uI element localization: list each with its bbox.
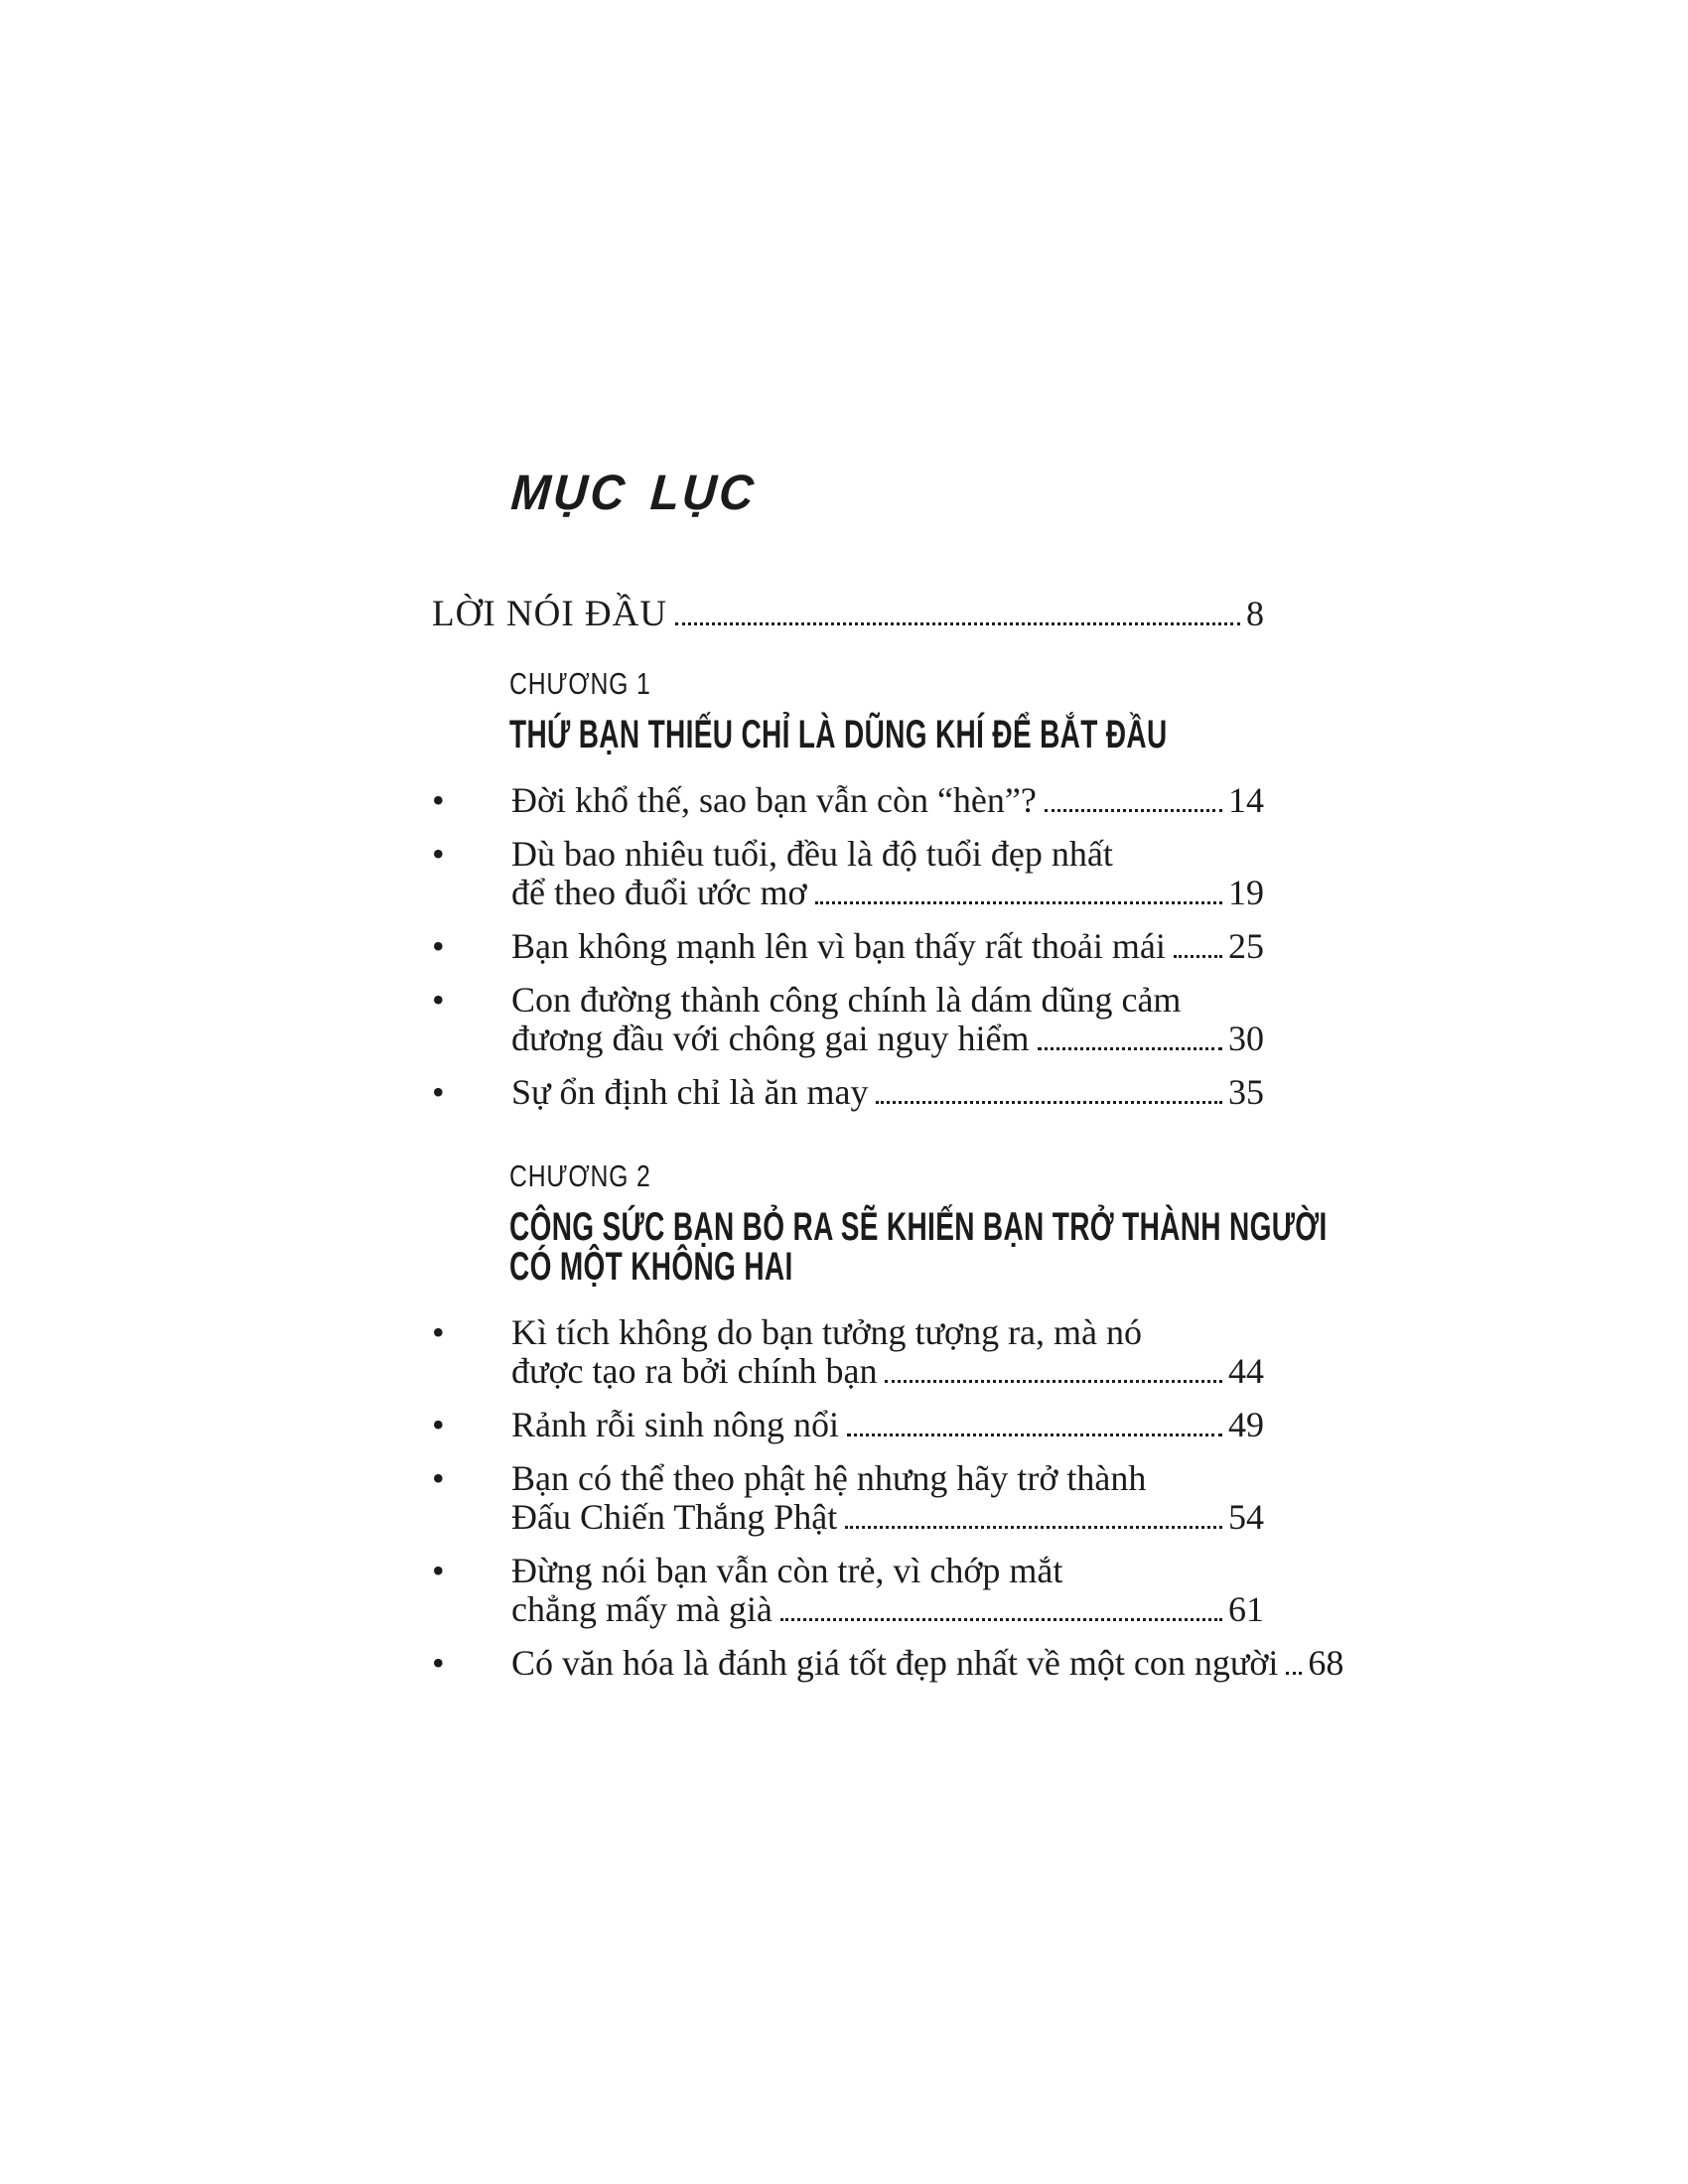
bullet-icon: • [432,1458,445,1498]
item-line [511,1498,1264,1537]
item-line [511,1020,1264,1058]
bullet-icon: • [432,1551,445,1590]
item-text: được tạo ra bởi chính bạn [511,1351,878,1391]
chapter-section [432,1159,1344,1683]
item-text: Đời khổ thế, sao bạn vẫn còn “hèn”? [511,780,1037,820]
item-line [511,981,1264,1020]
item-text: chẳng mấy mà già [511,1589,773,1629]
bullet-icon: • [432,1312,445,1352]
item-lines [511,1552,1264,1629]
item-text: Đấu Chiến Thắng Phật [511,1497,838,1537]
item-line [511,1073,1264,1112]
toc-item [432,981,1264,1058]
page-number: 61 [1228,1589,1264,1629]
chapter-title [509,1205,1328,1289]
page-number: 49 [1228,1405,1264,1444]
item-text: Rảnh rỗi sinh nông nổi [511,1405,839,1444]
chapter-items [432,1312,1344,1683]
page-title [509,465,1264,520]
item-text: Đừng nói bạn vẫn còn trẻ, vì chớp mắt [511,1551,1063,1590]
item-line [511,1313,1264,1352]
chapter-title-text: CÓ MỘT KHÔNG HAI [509,1245,793,1289]
item-lines [511,1459,1264,1537]
item-text: Có văn hóa là đánh giá tốt đẹp nhất về một con người [511,1643,1279,1683]
chapter-title-line [509,1205,1328,1249]
page-number: 25 [1228,926,1264,966]
page-number: 30 [1228,1019,1264,1058]
toc-item [432,927,1264,966]
toc-item [432,781,1264,820]
bullet-icon: • [432,1072,445,1112]
page-number: 14 [1228,780,1264,820]
dot-leader [675,622,1240,625]
item-lines [511,835,1264,912]
item-line [511,1459,1264,1498]
dot-leader [845,1526,1222,1529]
bullet-icon: • [432,1643,445,1683]
item-lines [511,1313,1264,1391]
item-line [511,927,1264,966]
item-text: Bạn không mạnh lên vì bạn thấy rất thoải mái [511,926,1166,966]
page-number: 68 [1308,1643,1344,1683]
item-lines [511,1406,1264,1444]
preface-row [432,592,1264,636]
toc-item [432,1073,1264,1112]
bullet-icon: • [432,926,445,966]
dot-leader [780,1618,1222,1621]
item-line [511,1352,1264,1391]
toc-item [432,1552,1264,1629]
page-number: 19 [1228,873,1264,912]
chapter-label [509,1161,1264,1191]
item-lines [511,927,1264,966]
item-line [511,781,1264,820]
item-text: Sự ổn định chỉ là ăn may [511,1072,869,1112]
preface-label: LỜI NÓI ĐẦU [432,594,668,634]
item-text: để theo đuổi ước mơ [511,873,807,912]
item-line [511,1552,1264,1590]
item-lines [511,981,1264,1058]
item-lines [511,1073,1264,1112]
bullet-icon: • [432,834,445,874]
dot-leader [1174,955,1222,958]
chapter-title-line [509,1247,1264,1287]
dot-leader [876,1101,1222,1104]
dot-leader [1286,1672,1302,1675]
page-number: 8 [1246,594,1264,633]
chapter-items [432,781,1264,1112]
page-title-text: MỤC LỤC [509,465,759,520]
toc-item [432,1643,1344,1683]
item-text: Bạn có thể theo phật hệ nhưng hãy trở thành [511,1458,1147,1498]
dot-leader [847,1433,1222,1436]
chapter-label-text: CHƯƠNG 1 [509,666,651,701]
dot-leader [885,1380,1222,1383]
chapter-title [509,715,1264,754]
item-line [511,1406,1264,1444]
item-line [511,874,1264,912]
chapter-label [509,666,1264,701]
toc-item [432,1459,1264,1537]
chapters [432,666,1344,1683]
item-line [511,1643,1344,1683]
dot-leader [1038,1047,1222,1050]
bullet-icon: • [432,980,445,1020]
item-line [511,835,1264,874]
item-text: Kì tích không do bạn tưởng tượng ra, mà nó [511,1312,1143,1352]
page-number: 35 [1228,1072,1264,1112]
chapter-title-text: CÔNG SỨC BẠN BỎ RA SẼ KHIẾN BẠN TRỞ THÀNH NGƯỜI [509,1205,1328,1249]
bullet-icon: • [432,780,445,820]
page-number: 54 [1228,1497,1264,1537]
item-lines [511,781,1264,820]
item-lines [511,1643,1344,1683]
item-text: Con đường thành công chính là dám dũng cảm [511,980,1182,1020]
toc-content [432,0,1344,1683]
dot-leader [1045,809,1222,812]
item-text: đương đầu với chông gai nguy hiểm [511,1019,1030,1058]
chapter-title-text: THỨ BẠN THIẾU CHỈ LÀ DŨNG KHÍ ĐỂ BẮT ĐẦU [509,713,1168,756]
page-number: 44 [1228,1351,1264,1391]
toc-item [432,1313,1264,1391]
chapter-label-text: CHƯƠNG 2 [509,1159,651,1193]
item-line [511,1590,1264,1629]
item-text: Dù bao nhiêu tuổi, đều là độ tuổi đẹp nhất [511,834,1113,874]
chapter-title-line [509,715,1264,754]
toc-item [432,1406,1264,1444]
chapter-section [432,666,1264,1112]
dot-leader [815,901,1222,904]
toc-item [432,835,1264,912]
bullet-icon: • [432,1405,445,1444]
